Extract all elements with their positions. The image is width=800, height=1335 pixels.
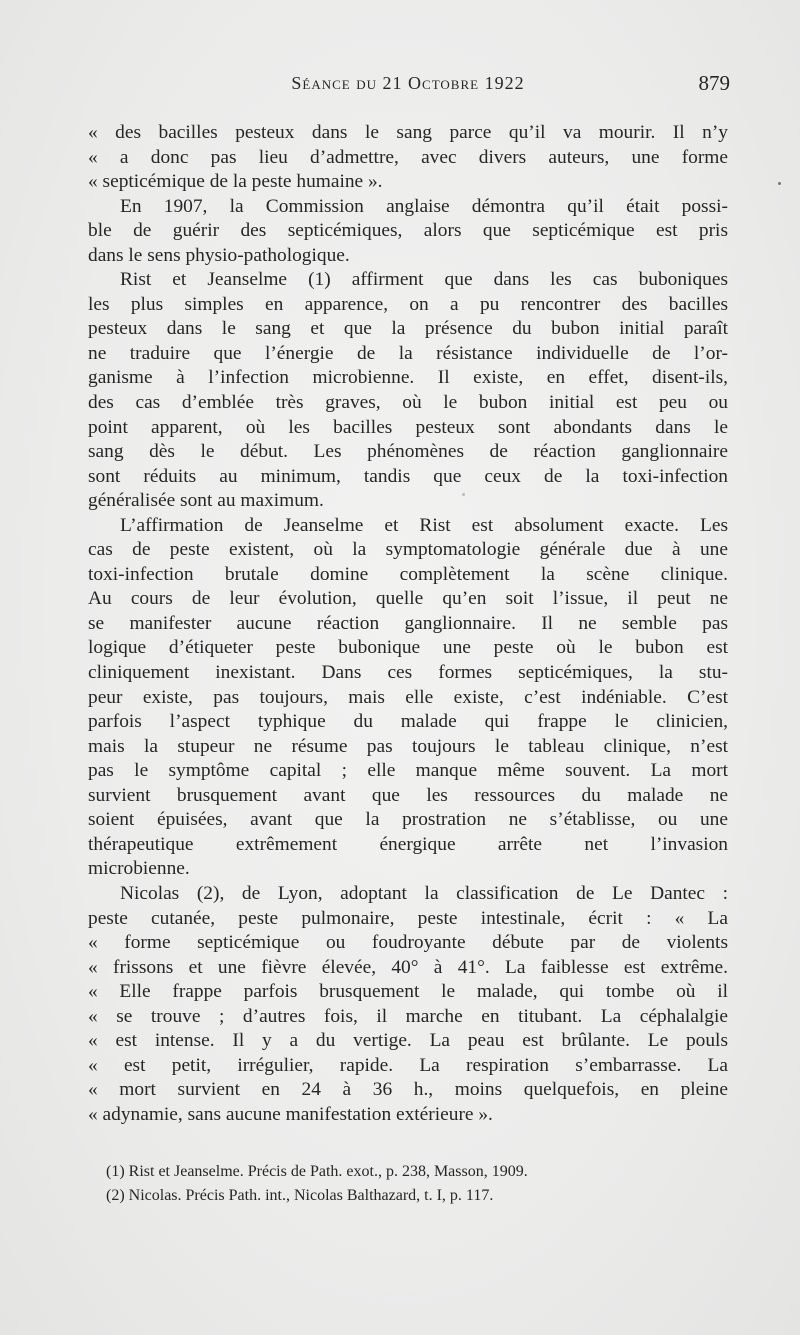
text-line: « est intense. Il y a du vertige. La peau est brûlante. Le pouls [88,1030,728,1052]
footnotes [106,1160,726,1208]
text-line: parfois l’aspect typhique du malade qui frappe le clinicien, [88,711,728,733]
text-line: peste cutanée, peste pulmonaire, peste intestinale, écrit : « La [88,907,728,929]
text-line: toxi-infection brutale domine complètement la scène clinique. [88,563,728,585]
footnote-1: (1) Rist et Jeanselme. Précis de Path. exot., p. 238, Masson, 1909. [106,1163,528,1180]
text-line: Nicolas (2), de Lyon, adoptant la classification de Le Dantec : [120,882,728,904]
text-line: ne traduire que l’énergie de la résistance individuelle de l’or- [88,342,728,364]
body-text [88,121,728,1127]
text-line: sang dès le début. Les phénomènes de réaction ganglionnaire [88,441,728,463]
text-line: sont réduits au minimum, tandis que ceux de la toxi-infection [88,465,728,487]
text-line: microbienne. [88,858,190,880]
text-line: généralisée sont au maximum. [88,490,324,512]
print-speck [462,493,465,496]
text-line: « des bacilles pesteux dans le sang parce qu’il va mourir. Il n’y [88,122,728,143]
text-line: « se trouve ; d’autres fois, il marche en titubant. La céphalalgie [88,1005,728,1027]
text-line: ble de guérir des septicémiques, alors que septicémique est pris [88,220,728,242]
page-number: 879 [698,71,730,95]
text-line: soient épuisées, avant que la prostration ne s’établisse, ou une [88,809,728,831]
text-line: Au cours de leur évolution, quelle qu’en soit l’issue, il peut ne [88,588,728,610]
text-line: pas le symptôme capital ; elle manque même souvent. La mort [88,760,728,782]
running-head: Séance du 21 Octobre 1922 [291,73,525,93]
text-line: « forme septicémique ou foudroyante débute par de violents [88,932,728,954]
text-line: cliniquement inexistant. Dans ces formes septicémiques, la stu- [88,662,728,684]
text-line: dans le sens physio-pathologique. [88,244,350,266]
text-line: « a donc pas lieu d’admettre, avec divers auteurs, une forme [88,146,728,168]
text-line: thérapeutique extrêmement énergique arrête net l’invasion [88,833,728,855]
text-line: Rist et Jeanselme (1) affirment que dans les cas buboniques [120,269,728,291]
text-line: peur existe, pas toujours, mais elle existe, c’est indéniable. C’est [88,686,728,708]
text-line: logique d’étiqueter peste bubonique une peste où le bubon est [88,637,728,659]
page-header [86,73,730,103]
text-line: En 1907, la Commission anglaise démontra qu’il était possi- [120,195,728,217]
text-line: « adynamie, sans aucune manifestation extérieure ». [88,1103,493,1125]
text-line: cas de peste existent, où la symptomatologie générale due à une [88,539,728,561]
text-line: les plus simples en apparence, on a pu rencontrer des bacilles [88,293,728,315]
text-line: pesteux dans le sang et que la présence du bubon initial paraît [88,318,728,340]
text-line: « est petit, irrégulier, rapide. La respiration s’embarrasse. La [88,1054,728,1076]
text-line: « septicémique de la peste humaine ». [88,171,383,193]
text-line: « Elle frappe parfois brusquement le malade, qui tombe où il [88,981,728,1003]
text-line: point apparent, où les bacilles pesteux sont abondants dans le [88,416,728,438]
text-line: « frissons et une fièvre élevée, 40° à 41°. La faiblesse est extrême. [88,956,728,978]
text-line: L’affirmation de Jeanselme et Rist est absolument exacte. Les [120,514,728,536]
text-line: survient brusquement avant que les ressources du malade ne [88,784,728,806]
print-speck [778,182,781,185]
text-line: des cas d’emblée très graves, où le bubon initial est peu ou [88,392,728,414]
text-line: se manifester aucune réaction ganglionnaire. Il ne semble pas [88,612,728,634]
text-line: « mort survient en 24 à 36 h., moins quelquefois, en pleine [88,1079,728,1101]
text-line: ganisme à l’infection microbienne. Il existe, en effet, disent-ils, [88,367,728,389]
footnote-2: (2) Nicolas. Précis Path. int., Nicolas Balthazard, t. I, p. 117. [106,1187,494,1204]
text-line: mais la stupeur ne résume pas toujours le tableau clinique, n’est [88,735,728,757]
